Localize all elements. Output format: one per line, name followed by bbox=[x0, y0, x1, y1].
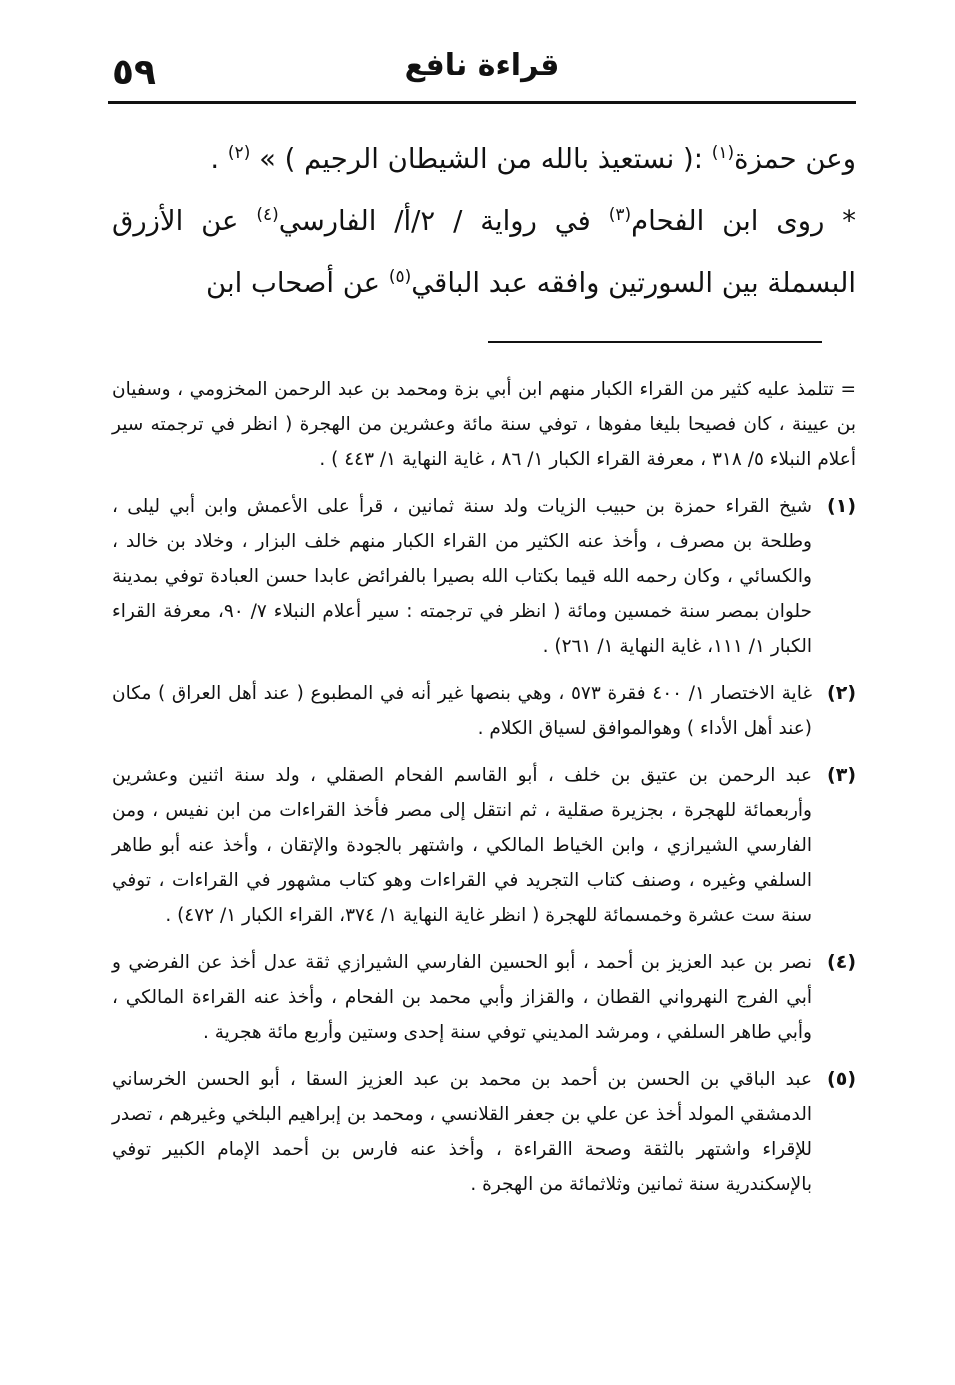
footnotes bbox=[112, 372, 856, 1214]
footnote-number: (٢) bbox=[827, 682, 856, 704]
main-paragraph bbox=[112, 190, 856, 314]
main-paragraph bbox=[112, 128, 856, 190]
footnote-ref[interactable]: (٢) bbox=[227, 142, 251, 163]
page-number: ٥٩ bbox=[112, 52, 156, 93]
text-run: :( نستعيذ بالله من الشيطان الرجيم ) » bbox=[250, 143, 712, 175]
text-run: عن أصحاب ابن bbox=[206, 267, 389, 299]
footnote-number: (٣) bbox=[827, 764, 856, 786]
text-run: عن الأزرق البسملة بين السورتين وافقه عبد الباقي bbox=[112, 205, 856, 299]
text-run: . bbox=[210, 143, 228, 175]
main-text bbox=[112, 128, 856, 314]
footnote-separator bbox=[488, 341, 822, 343]
header-rule bbox=[108, 101, 856, 104]
footnote-ref[interactable]: (٤) bbox=[256, 204, 279, 225]
footnote-number: (٥) bbox=[827, 1068, 856, 1090]
footnote-ref[interactable]: (١) bbox=[711, 142, 735, 163]
page-header bbox=[108, 40, 856, 104]
footnote-text: عبد الباقي بن الحسن بن أحمد بن محمد بن عبد العزيز السقا ، أبو الحسن الخرساني الدمشقي المولد أخذ عن علي بن جعفر القلانسي ، ومحمد بن إبراهيم البلخي وغيرهم ، تصدر للإقراء واشتهر بالثقة وصحة االقراءة ، وأخذ عنه فارس بن أحمد الإمام الكبير توفي بالإسكندرية سنة ثمانين وثلاثمائة من الهجرة . bbox=[112, 1069, 812, 1195]
text-run: في رواية / ٢/أ/ الفارسي bbox=[278, 205, 609, 237]
footnote-number: (١) bbox=[827, 495, 856, 517]
text-run: * روى ابن الفحام bbox=[631, 205, 857, 237]
footnote bbox=[112, 676, 856, 746]
footnote-text: عبد الرحمن بن عتيق بن خلف ، أبو القاسم الفحام الصقلي ، ولد سنة اثنين وعشرين وأربعمائة للهجرة ، بجزيرة صقلية ، ثم انتقل إلى مصر فأخذ القراءات من ابن نفيس ، ومن الفارسي الشيرازي ، وابن الخياط المالكي ، واشتهر بالجودة والإتقان ، وأخذ عنه أبو طاهر السلفي وغيره ، وصنف كتاب التجريد في القراءات وهو كتاب مشهور في القراءات ، توفي سنة ست عشرة وخمسمائة للهجرة ( انظر غاية النهاية ١/ ٣٧٤، القراء الكبار ١/ ٤٧٢) . bbox=[112, 765, 812, 926]
footnote-text: شيخ القراء حمزة بن حبيب الزيات ولد سنة ثمانين ، قرأ على الأعمش وابن أبي ليلى ، وطلحة بن مصرف ، وأخذ عنه الكثير من القراء الكبار منهم خلف البزار ، وخلاد بن خالد ، والكسائي ، وكان رحمه الله قيما بكتاب الله بصيرا بالفرائض عابدا حسن العبادة توفي بمدينة حلوان بمصر سنة خمسين ومائة ( انظر في ترجمته : سير أعلام النبلاء ٧/ ٩٠، معرفة القراء الكبار ١/ ١١١، غاية النهاية ١/ ٢٦١) . bbox=[112, 496, 812, 657]
text-run: وعن حمزة bbox=[734, 143, 856, 175]
footnote-text: نصر بن عبد العزيز بن أحمد ، أبو الحسين الفارسي الشيرازي ثقة عدل أخذ عن الفرضي و أبي الفرج النهرواني القطان ، والقزاز وأبي محمد بن الفحام ، وأخذ عنه القراءة المالكي ، وأبي طاهر السلفي ، ومرشد المديني توفي سنة إحدى وستين وأربع مائة هجرية . bbox=[112, 952, 812, 1043]
footnote-text: = تتلمذ عليه كثير من القراء الكبار منهم ابن أبي بزة ومحمد بن عبد الرحمن المخزومي ، وسفيان بن عيينة ، كان فصيحا بليغا مفوها ، توفي سنة مائة وعشرين من الهجرة ( انظر في ترجمته سير أعلام النبلاء ٥/ ٣١٨ ، معرفة القراء الكبار ١/ ٨٦ ، غاية النهاية ١/ ٤٤٣ ) . bbox=[112, 379, 856, 470]
footnote-ref[interactable]: (٥) bbox=[388, 266, 412, 287]
footnote bbox=[112, 945, 856, 1050]
footnote bbox=[112, 489, 856, 664]
footnote bbox=[112, 1062, 856, 1202]
footnote-continuation bbox=[112, 372, 856, 477]
footnote bbox=[112, 758, 856, 933]
footnote-ref[interactable]: (٣) bbox=[608, 204, 632, 225]
footnote-number: (٤) bbox=[827, 951, 856, 973]
footnote-text: غاية الاختصار ١/ ٤٠٠ فقرة ٥٧٣ ، وهي بنصها غير أنه في المطبوع ( عند أهل العراق ) مكان (عند أهل الأداء ) وهوالموافق لسياق الكلام . bbox=[112, 683, 813, 739]
running-title: قراءة نافع bbox=[404, 48, 560, 83]
